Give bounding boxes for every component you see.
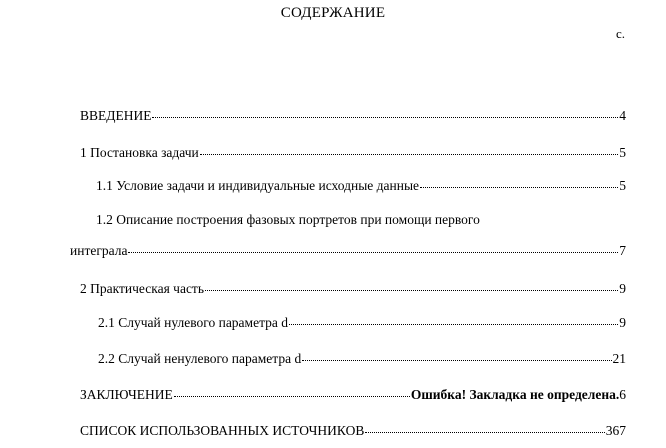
dot-leader bbox=[289, 324, 618, 325]
toc-entry-page: 9 bbox=[619, 281, 626, 296]
toc-entry-nonzero-parameter[interactable] bbox=[98, 351, 626, 367]
page-column-label: с. bbox=[616, 26, 626, 41]
toc-entry-page: 9 bbox=[619, 315, 626, 330]
dot-leader bbox=[152, 117, 618, 118]
dot-leader bbox=[205, 290, 618, 291]
toc-entry-page: 5 bbox=[619, 178, 626, 193]
dot-leader bbox=[302, 360, 611, 361]
toc-entry-label: 1 Постановка задачи bbox=[80, 145, 199, 160]
bookmark-error-text: Ошибка! Закладка не определена. bbox=[410, 387, 620, 402]
toc-entry-label: 2 Практическая часть bbox=[80, 281, 204, 296]
toc-entry-zero-parameter[interactable] bbox=[98, 315, 626, 331]
toc-entry-page: 6 bbox=[619, 387, 626, 402]
dot-leader bbox=[365, 432, 604, 433]
dot-leader bbox=[174, 396, 410, 397]
toc-entry-practical-part[interactable] bbox=[80, 281, 626, 297]
toc-entry-page: 21 bbox=[612, 351, 626, 366]
toc-entry-introduction[interactable] bbox=[80, 108, 626, 124]
toc-entry-label: ЗАКЛЮЧЕНИЕ bbox=[80, 387, 173, 402]
toc-entry-page: 367 bbox=[605, 423, 626, 438]
toc-entry-page: 7 bbox=[619, 243, 626, 258]
toc-entry-page: 4 bbox=[619, 108, 626, 123]
toc-entry-phase-portraits-line1[interactable]: 1.2 Описание построения фазовых портретов при помощи первого bbox=[96, 212, 480, 227]
toc-entry-label: 2.2 Случай ненулевого параметра d bbox=[98, 351, 302, 366]
dot-leader bbox=[420, 187, 618, 188]
toc-entry-label: ВВЕДЕНИЕ bbox=[80, 108, 152, 123]
toc-entry-label: 1.1 Условие задачи и индивидуальные исходные данные bbox=[96, 178, 420, 193]
toc-entry-page: 5 bbox=[619, 145, 626, 160]
toc-entry-label: интеграла bbox=[70, 243, 128, 258]
toc-entry-problem-statement[interactable] bbox=[80, 145, 626, 161]
dot-leader bbox=[200, 154, 619, 155]
page-title: СОДЕРЖАНИЕ bbox=[280, 5, 386, 21]
dot-leader bbox=[128, 252, 618, 253]
toc-entry-conclusion[interactable] bbox=[80, 387, 626, 403]
toc-entry-task-conditions[interactable] bbox=[96, 178, 626, 194]
toc-entry-label: СПИСОК ИСПОЛЬЗОВАННЫХ ИСТОЧНИКОВ bbox=[80, 423, 365, 438]
toc-entry-phase-portraits[interactable] bbox=[70, 243, 626, 259]
toc-entry-label: 2.1 Случай нулевого параметра d bbox=[98, 315, 289, 330]
toc-entry-references[interactable] bbox=[80, 423, 626, 439]
